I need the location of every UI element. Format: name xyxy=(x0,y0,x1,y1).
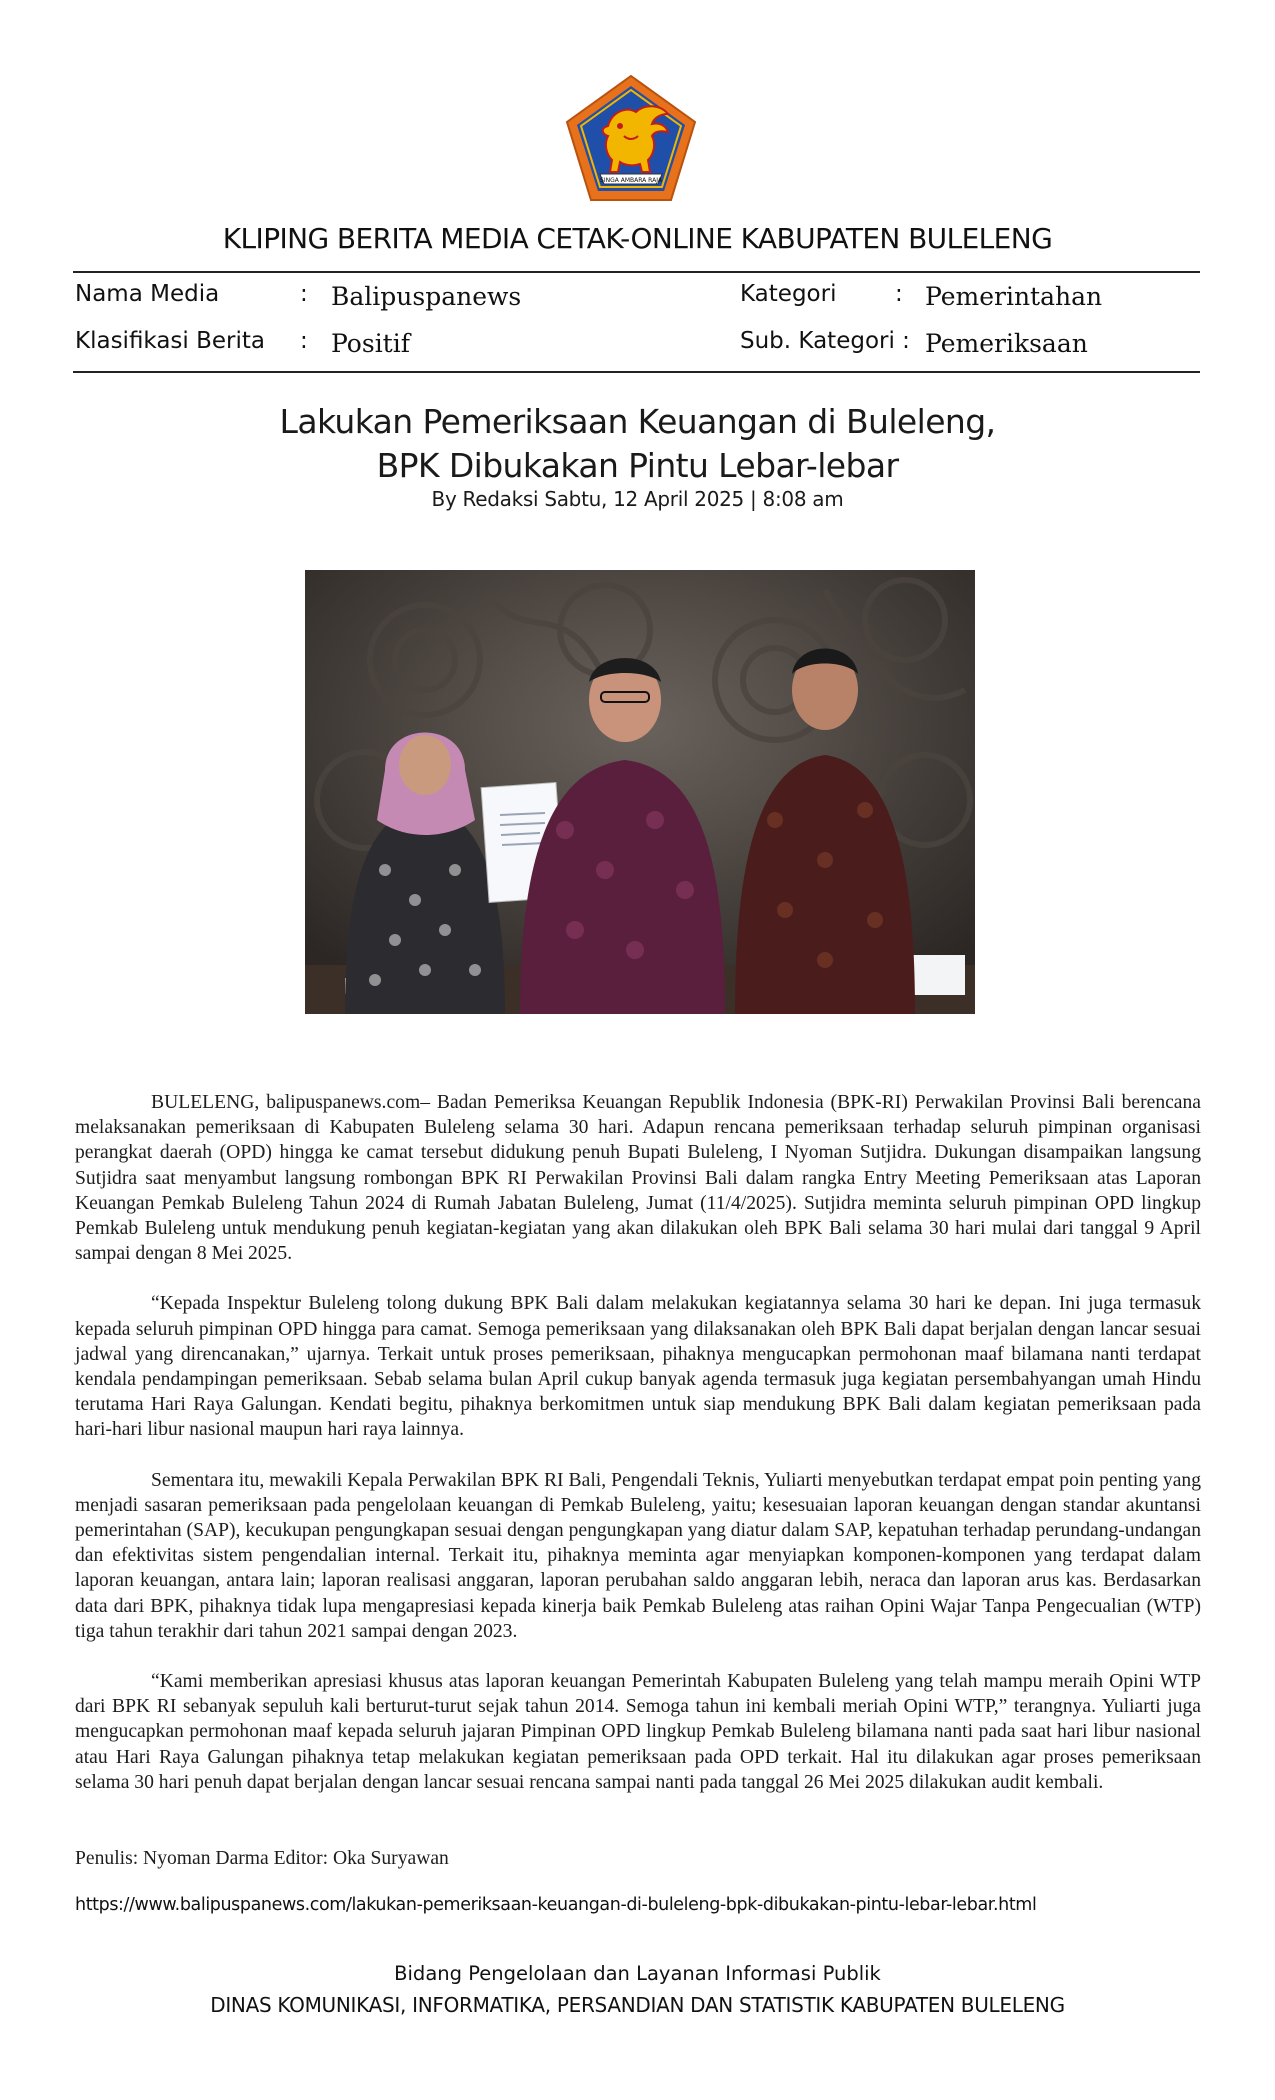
footer-agency: DINAS KOMUNIKASI, INFORMATIKA, PERSANDIAN DAN STATISTIK KABUPATEN BULELENG xyxy=(210,1993,1065,2017)
article-headline xyxy=(0,400,1275,488)
source-url-link[interactable]: https://www.balipuspanews.com/lakukan-pemeriksaan-keuangan-di-buleleng-bpk-dibukakan-pintu-lebar-lebar.html xyxy=(75,1895,1037,1915)
headline-line-1: Lakukan Pemeriksaan Keuangan di Buleleng, xyxy=(279,402,996,441)
category-value: Pemerintahan xyxy=(925,282,1103,311)
classification-colon: : xyxy=(300,328,308,354)
subcategory-label: Sub. Kategori : xyxy=(740,328,910,354)
category-label: Kategori xyxy=(740,281,837,307)
article-credit: Penulis: Nyoman Darma Editor: Oka Suryawan xyxy=(75,1848,449,1869)
article-paragraph-3: Sementara itu, mewakili Kepala Perwakilan BPK RI Bali, Pengendali Teknis, Yuliarti menyebutkan terdapat empat poin penting yang menjadi sasaran pemeriksaan pada pengelolaan keuangan di Pemkab Buleleng, yaitu; kesesuaian laporan keuangan dengan standar akuntansi pemerintahan (SAP), kecukupan pengungkapan sesuai dengan pengungkapan yang diatur dalam SAP, kepatuhan terhadap perundang-undangan dan efektivitas sistem pengendalian internal. Terkait itu, pihaknya meminta agar menyiapkan komponen-komponen yang terdapat dalam laporan keuangan, antara lain; laporan realisasi anggaran, laporan perubahan saldo anggaran lebih, neraca dan laporan arus kas. Berdasarkan data dari BPK, pihaknya tidak lupa mengapresiasi kepada kinerja baik Pemkab Buleleng atas raihan Opini Wajar Tanpa Pengecualian (WTP) tiga tahun terakhir dari tahun 2021 sampai dengan 2023. xyxy=(75,1469,1201,1642)
article-body xyxy=(75,1090,1201,1820)
article-paragraph-1: BULELENG, balipuspanews.com– Badan Pemeriksa Keuangan Republik Indonesia (BPK-RI) Perwakilan Provinsi Bali berencana melaksanakan pemeriksaan di Kabupaten Buleleng selama 30 hari. Adapun rencana pemeriksaan terhadap seluruh pimpinan organisasi perangkat daerah (OPD) hingga ke camat tersebut didukung penuh Bupati Buleleng, I Nyoman Sutjidra. Dukungan disampaikan langsung Sutjidra saat menyambut langsung rombongan BPK RI Perwakilan Provinsi Bali dalam rangka Entry Meeting Pemeriksaan atas Laporan Keuangan Pemkab Buleleng Tahun 2024 di Rumah Jabatan Buleleng, Jumat (11/4/2025). Sutjidra meminta seluruh pimpinan OPD lingkup Pemkab Buleleng untuk mendukung penuh kegiatan-kegiatan yang akan dilakukan oleh BPK Bali selama 30 hari mulai dari tanggal 9 April sampai dengan 8 Mei 2025. xyxy=(75,1092,1201,1265)
footer-department: Bidang Pengelolaan dan Layanan Informasi Publik xyxy=(394,1962,881,1985)
category-colon: : xyxy=(895,281,903,307)
media-name-label: Nama Media xyxy=(75,281,220,307)
kliping-title: KLIPING BERITA MEDIA CETAK-ONLINE KABUPATEN BULELENG xyxy=(222,222,1053,255)
headline-line-2: BPK Dibukakan Pintu Lebar-lebar xyxy=(376,446,899,485)
news-photo xyxy=(305,570,975,1014)
classification-value: Positif xyxy=(331,329,410,358)
buleleng-emblem-logo xyxy=(564,74,698,202)
article-paragraph-2: “Kepada Inspektur Buleleng tolong dukung BPK Bali dalam melakukan kegiatannya selama 30 hari ke depan. Ini juga termasuk kepada seluruh pimpinan OPD hingga para camat. Semoga pemeriksaan yang dilaksanakan oleh BPK Bali dapat berjalan dengan lancar sesuai jadwal yang direncanakan,” ujarnya. Terkait untuk proses pemeriksaan, pihaknya mengucapkan permohonan maaf bilamana nanti terdapat kendala pendampingan pemeriksaan. Sebab selama bulan April cukup banyak agenda termasuk juga kegiatan persembahyangan umah Hindu terutama Hari Raya Galungan. Kendati begitu, pihaknya berkomitmen untuk siap mendukung BPK Bali dalam kegiatan pemeriksaan pada hari-hari libur nasional maupun hari raya lainnya. xyxy=(75,1293,1201,1441)
media-name-value: Balipuspanews xyxy=(331,282,522,311)
media-name-colon: : xyxy=(300,281,308,307)
emblem-motto: SINGA AMBARA RAJA xyxy=(600,177,662,184)
header-top-rule xyxy=(73,271,1200,273)
subcategory-value: Pemeriksaan xyxy=(925,329,1088,358)
article-byline: By Redaksi Sabtu, 12 April 2025 | 8:08 am xyxy=(431,487,844,511)
header-bottom-rule xyxy=(73,371,1200,373)
article-paragraph-4: “Kami memberikan apresiasi khusus atas laporan keuangan Pemerintah Kabupaten Buleleng yang telah mampu meraih Opini WTP dari BPK RI sebanyak sepuluh kali berturut-turut sejak tahun 2014. Semoga tahun ini kembali meriah Opini WTP,” terangnya. Yuliarti juga mengucapkan permohonan maaf kepada seluruh jajaran Pimpinan OPD lingkup Pemkab Buleleng bilamana nanti pada saat hari libur nasional atau Hari Raya Galungan pihaknya tetap melakukan kegiatan pemeriksaan pada OPD terkait. Hal itu dilakukan agar proses pemeriksaan selama 30 hari penuh dapat berjalan dengan lancar sesuai rencana sampai nanti pada tanggal 26 Mei 2025 dilakukan audit kembali. xyxy=(75,1671,1201,1793)
classification-label: Klasifikasi Berita xyxy=(75,328,266,354)
